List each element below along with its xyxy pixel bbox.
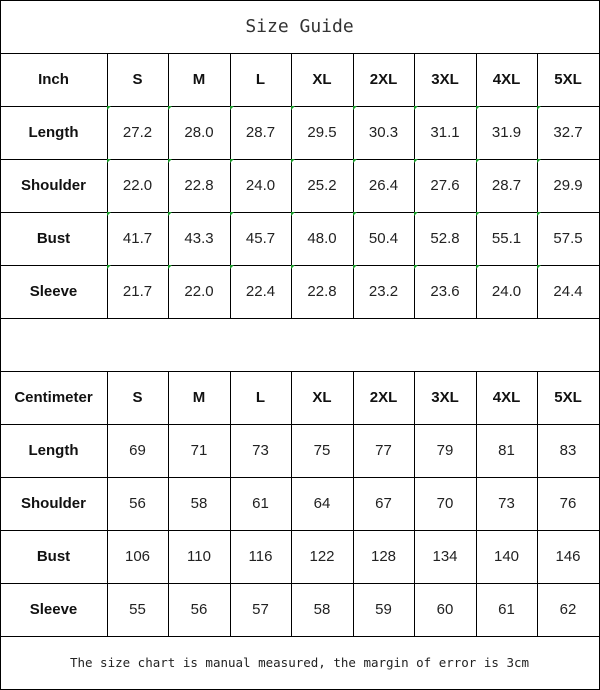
inch-value-cell: 43.3	[168, 212, 231, 266]
centimeter-value-cell: 59	[353, 583, 415, 637]
inch-value-cell: 41.7	[107, 212, 169, 266]
inch-value-cell: 52.8	[414, 212, 477, 266]
inch-value-cell: 31.1	[414, 106, 477, 160]
inch-value-cell: 32.7	[537, 106, 600, 160]
centimeter-value-cell: 128	[353, 530, 415, 584]
centimeter-value-cell: 56	[168, 583, 231, 637]
inch-size-header: M	[168, 53, 231, 107]
centimeter-value-cell: 64	[291, 477, 354, 531]
centimeter-value-cell: 71	[168, 424, 231, 478]
centimeter-value-cell: 76	[537, 477, 600, 531]
centimeter-row-label: Length	[0, 424, 108, 478]
centimeter-value-cell: 70	[414, 477, 477, 531]
centimeter-value-cell: 116	[230, 530, 292, 584]
inch-value-cell: 26.4	[353, 159, 415, 213]
measurement-note: The size chart is manual measured, the margin of error is 3cm	[0, 636, 600, 690]
inch-value-cell: 22.8	[291, 265, 354, 319]
inch-value-cell: 21.7	[107, 265, 169, 319]
inch-value-cell: 57.5	[537, 212, 600, 266]
centimeter-value-cell: 58	[168, 477, 231, 531]
inch-value-cell: 24.0	[230, 159, 292, 213]
centimeter-value-cell: 55	[107, 583, 169, 637]
inch-value-cell: 22.0	[107, 159, 169, 213]
inch-value-cell: 23.6	[414, 265, 477, 319]
inch-value-cell: 28.7	[230, 106, 292, 160]
centimeter-row-label: Sleeve	[0, 583, 108, 637]
centimeter-value-cell: 73	[230, 424, 292, 478]
inch-value-cell: 29.9	[537, 159, 600, 213]
centimeter-value-cell: 79	[414, 424, 477, 478]
inch-value-cell: 31.9	[476, 106, 538, 160]
inch-size-header: 4XL	[476, 53, 538, 107]
centimeter-value-cell: 134	[414, 530, 477, 584]
centimeter-value-cell: 61	[476, 583, 538, 637]
inch-value-cell: 48.0	[291, 212, 354, 266]
centimeter-value-cell: 69	[107, 424, 169, 478]
centimeter-value-cell: 106	[107, 530, 169, 584]
centimeter-value-cell: 57	[230, 583, 292, 637]
centimeter-value-cell: 58	[291, 583, 354, 637]
inch-value-cell: 22.0	[168, 265, 231, 319]
inch-value-cell: 30.3	[353, 106, 415, 160]
inch-size-header: S	[107, 53, 169, 107]
centimeter-size-header: 5XL	[537, 371, 600, 425]
centimeter-size-header: 2XL	[353, 371, 415, 425]
inch-row-label: Sleeve	[0, 265, 108, 319]
centimeter-value-cell: 122	[291, 530, 354, 584]
inch-row-label: Shoulder	[0, 159, 108, 213]
table-spacer	[0, 318, 600, 372]
centimeter-value-cell: 73	[476, 477, 538, 531]
inch-size-header: L	[230, 53, 292, 107]
centimeter-value-cell: 61	[230, 477, 292, 531]
inch-unit-label: Inch	[0, 53, 108, 107]
page-title: Size Guide	[0, 0, 600, 54]
centimeter-size-header: L	[230, 371, 292, 425]
centimeter-row-label: Bust	[0, 530, 108, 584]
centimeter-value-cell: 110	[168, 530, 231, 584]
centimeter-value-cell: 62	[537, 583, 600, 637]
centimeter-value-cell: 83	[537, 424, 600, 478]
inch-row-label: Bust	[0, 212, 108, 266]
inch-value-cell: 28.7	[476, 159, 538, 213]
inch-value-cell: 24.0	[476, 265, 538, 319]
inch-value-cell: 27.6	[414, 159, 477, 213]
inch-value-cell: 29.5	[291, 106, 354, 160]
centimeter-value-cell: 140	[476, 530, 538, 584]
centimeter-unit-label: Centimeter	[0, 371, 108, 425]
inch-value-cell: 27.2	[107, 106, 169, 160]
centimeter-value-cell: 146	[537, 530, 600, 584]
centimeter-value-cell: 75	[291, 424, 354, 478]
inch-size-header: 2XL	[353, 53, 415, 107]
centimeter-size-header: 4XL	[476, 371, 538, 425]
centimeter-size-header: M	[168, 371, 231, 425]
inch-value-cell: 28.0	[168, 106, 231, 160]
centimeter-size-header: XL	[291, 371, 354, 425]
inch-value-cell: 45.7	[230, 212, 292, 266]
inch-size-header: 5XL	[537, 53, 600, 107]
centimeter-value-cell: 67	[353, 477, 415, 531]
inch-value-cell: 55.1	[476, 212, 538, 266]
centimeter-value-cell: 60	[414, 583, 477, 637]
inch-value-cell: 50.4	[353, 212, 415, 266]
centimeter-value-cell: 77	[353, 424, 415, 478]
centimeter-value-cell: 56	[107, 477, 169, 531]
inch-value-cell: 25.2	[291, 159, 354, 213]
inch-size-header: XL	[291, 53, 354, 107]
inch-size-header: 3XL	[414, 53, 477, 107]
centimeter-size-header: 3XL	[414, 371, 477, 425]
inch-value-cell: 24.4	[537, 265, 600, 319]
inch-value-cell: 22.4	[230, 265, 292, 319]
centimeter-value-cell: 81	[476, 424, 538, 478]
centimeter-row-label: Shoulder	[0, 477, 108, 531]
centimeter-size-header: S	[107, 371, 169, 425]
inch-value-cell: 22.8	[168, 159, 231, 213]
inch-value-cell: 23.2	[353, 265, 415, 319]
inch-row-label: Length	[0, 106, 108, 160]
